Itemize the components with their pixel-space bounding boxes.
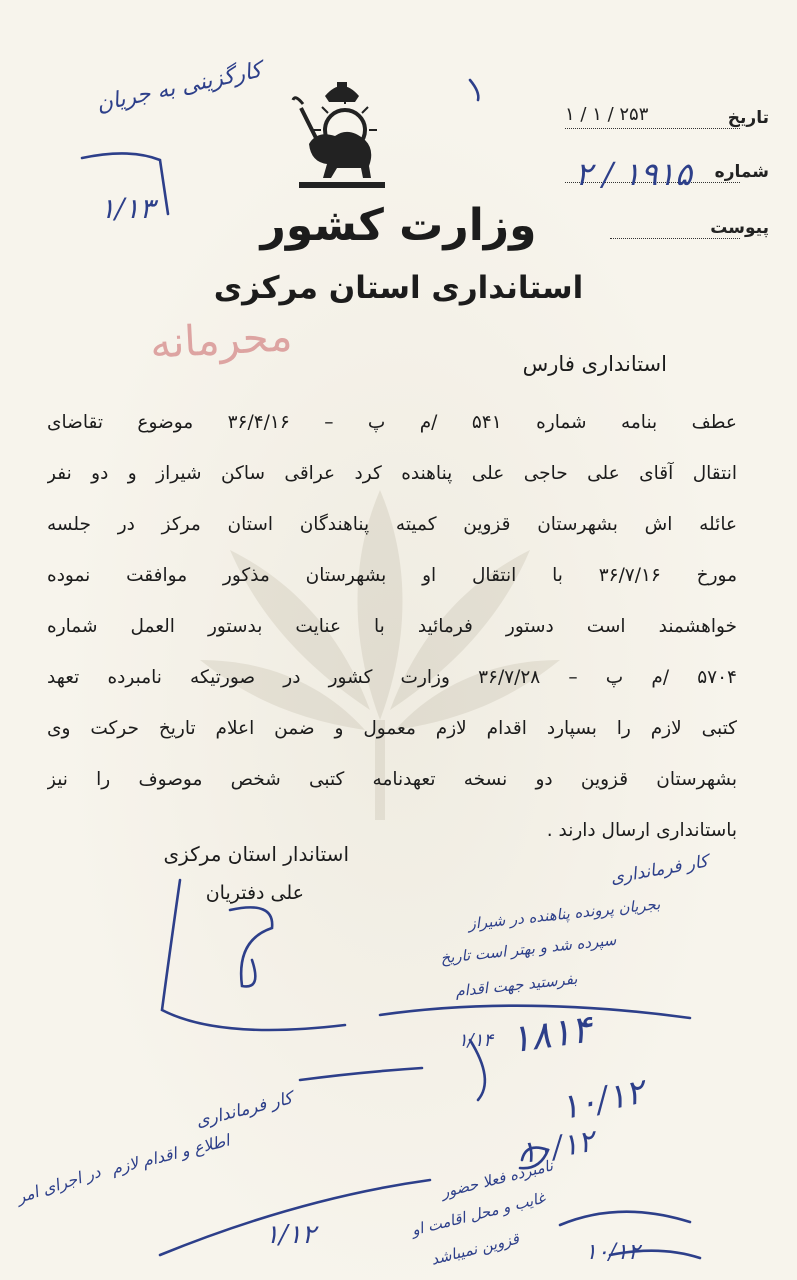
bottom-center-note: نامبرده فعلا حضور <box>439 1156 555 1202</box>
date-value: ۲۵۳ / ۱ / ۱ <box>565 104 649 125</box>
handwritten-date: ۱۰/۱۲ <box>517 1123 598 1172</box>
confidential-stamp: محرمانه <box>148 311 294 368</box>
left-bottom-note: کار فرمانداری <box>194 1088 295 1132</box>
bottom-center-note: غایب و محل اقامت او <box>409 1188 547 1240</box>
lion-and-sun-emblem-icon <box>287 78 397 196</box>
province-title: استانداری استان مرکزی <box>213 270 584 306</box>
signer-title: استاندار استان مرکزی <box>163 842 349 866</box>
right-note: کار فرمانداری <box>609 851 710 889</box>
ministry-title: وزارت کشور <box>260 200 537 251</box>
handwritten-number: ۱۸۱۴ <box>507 1006 595 1062</box>
top-left-date: ۱/۱۳ <box>100 192 155 225</box>
number-label: شماره <box>714 162 769 182</box>
body-line: بشهرستان قزوین دو نسخه تعهدنامه کتبی شخص موصوف را نیز <box>47 769 737 790</box>
addressee: استانداری فارس <box>522 352 667 376</box>
handwritten-date: ۱/۱۴ <box>458 1030 494 1051</box>
body-line: خواهشمند است دستور فرمائید با عنایت بدستور العمل شماره <box>47 616 737 637</box>
body-line: عطف بنامه شماره ۵۴۱ /م پ – ۳۶/۴/۱۶ موضوع تقاضای <box>47 412 737 433</box>
handwritten-date: ۱/۱۲ <box>265 1220 316 1250</box>
body-line: باستانداری ارسال دارند . <box>546 820 737 841</box>
attachment-label: پیوست <box>710 218 769 238</box>
top-left-note: کارگزینی به جریان <box>94 57 264 118</box>
body-line: مورخ ۳۶/۷/۱۶ با انتقال او بشهرستان مذکور موافقت نموده <box>47 565 737 586</box>
right-note: بفرستید جهت اقدام <box>454 969 579 1001</box>
body-line: ۵۷۰۴ /م پ – ۳۶/۷/۲۸ وزارت کشور در صورتیکه نامبرده تعهد <box>47 667 737 688</box>
right-note: سپرده شد و بهتر است تاریخ <box>439 930 618 968</box>
body-line: انتقال آقای علی حاجی علی پناهنده کرد عراقی ساکن شیراز و دو نفر <box>47 463 737 484</box>
handwritten-date: ۱۰/۱۲ <box>556 1071 648 1129</box>
bottom-center-note: قزوین نمیباشد <box>429 1229 521 1269</box>
signer-name: علی دفتریان <box>205 882 304 904</box>
date-line <box>565 128 740 129</box>
number-value: ۱۹۱۵ / ۲ <box>575 155 693 193</box>
left-bottom-note: اطلاع و اقدام لازم <box>109 1130 232 1179</box>
left-bottom-note: در اجرای امر <box>14 1162 103 1207</box>
body-line: کتبی لازم را بسپارد اقدام لازم معمول و ضمن اعلام تاریخ حرکت وی <box>47 718 737 739</box>
handwritten-date: ۱۰/۱۲ <box>585 1240 640 1265</box>
body-line: عائله اش بشهرستان قزوین کمیته پناهندگان استان مرکز در جلسه <box>47 514 737 535</box>
date-label: تاریخ <box>727 108 769 128</box>
right-note: بجریان پرونده پناهنده در شیراز <box>467 894 662 934</box>
letter-body <box>47 405 737 864</box>
